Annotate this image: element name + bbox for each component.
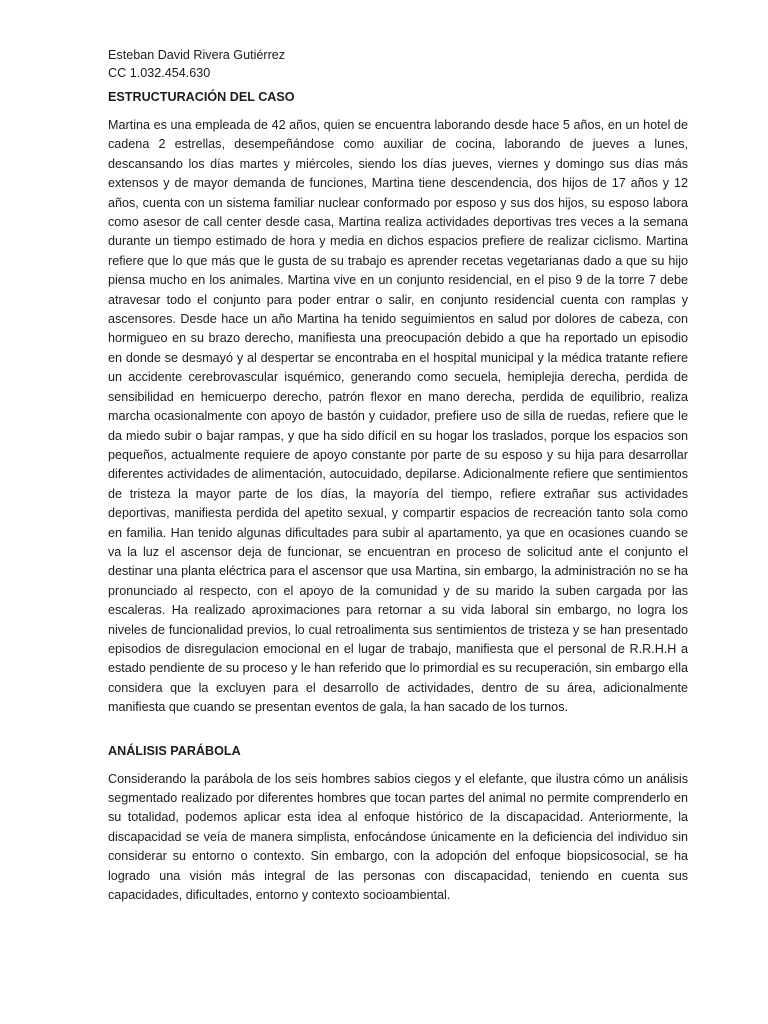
section-heading-case: ESTRUCTURACIÓN DEL CASO [108,90,295,104]
author-id: CC 1.032.454.630 [108,66,211,80]
section-body-case: Martina es una empleada de 42 años, quien se encuentra laborando desde hace 5 años, en un hotel de cadena 2 estrellas, desempeñándose como auxiliar de cocina, laborando de jueves a lunes, descansando los días martes y miércoles, siendo los días jueves, viernes y domingo sus días más extensos y de mayor demanda de funciones, Martina tiene descendencia, dos hijos de 17 años y 12 años, cuenta con un sistema familiar nuclear conformado por esposo y sus dos hijos, su esposo labora como asesor de call center desde casa, Martina realiza actividades deportivas tres veces a la semana durante un tiempo estimado de hora y media en dichos espacios prefiere de realizar ciclismo. Martina refiere que lo que más que le gusta de su trabajo es aprender recetas vegetarianas dado a que su hijo piensa mucho en los animales. Martina vive en un conjunto residencial, en el piso 9 de la torre 7 debe atravesar todo el conjunto para poder entrar o salir, en conjunto residencial cuenta con ramplas y ascensores. Desde hace un año Martina ha tenido seguimientos en salud por dolores de cabeza, con hormigueo en su brazo derecho, manifiesta una preocupación debido a que ha reportado un episodio en donde se desmayó y al despertar se encontraba en el hospital municipal y la médica tratante refiere un accidente cerebrovascular isquémico, generando como secuela, hemiplejia derecha, perdida de sensibilidad en hemicuerpo derecho, patrón flexor en mano derecha, perdida de equilibrio, realiza marcha ocasionalmente con apoyo de bastón y cuidador, prefiere uso de silla de ruedas, refiere que le da miedo subir o bajar rampas, y que ha sido difícil en su hogar los traslados, porque los espacios son pequeños, actualmente requiere de apoyo constante por parte de su esposo y su hija para desarrollar diferentes actividades de alimentación, autocuidado, depilarse. Adicionalmente refiere que sentimientos de tristeza la mayor parte de los días, la mayoría del tiempo, refiere extrañar sus actividades deportivas, manifiesta perdida del apetito sexual, y compartir espacios de recreación tanto sola como en familia. Han tenido algunas dificultades para subir al apartamento, ya que en ocasiones cuando se va la luz el ascensor deja de funcionar, se encuentran en proceso de solicitud ante el conjunto el destinar una planta eléctrica para el ascensor que usa Martina, sin embargo, la administración no se ha pronunciado al respecto, con el apoyo de la comunidad y de su marido la suben cargada por las escaleras. Ha realizado aproximaciones para retornar a su vida laboral sin embargo, no logra los niveles de funcionalidad previos, lo cual retroalimenta sus sentimientos de tristeza y se han presentado episodios de disregulacion emocional en el lugar de trabajo, manifiesta que el personal de R.R.H.H a estado pendiente de su proceso y le han referido que lo primordial es su recuperación, sin embargo ella considera que la excluyen para el desarrollo de actividades, dentro de su área, adicionalmente manifiesta que cuando se presentan eventos de gala, la han sacado de los turnos. [108,118,688,715]
document-page [108,46,688,905]
author-name: Esteban David Rivera Gutiérrez [108,48,286,62]
section-heading-parable: ANÁLISIS PARÁBOLA [108,743,241,758]
section-body-parable: Considerando la parábola de los seis hombres sabios ciegos y el elefante, que ilustra cómo un análisis segmentado realizado por diferentes hombres que tocan partes del animal no permite comprenderlo en su totalidad, podemos aplicar esta idea al enfoque histórico de la discapacidad. Anteriormente, la discapacidad se veía de manera simplista, enfocándose únicamente en la deficiencia del individuo sin considerar su entorno o contexto. Sin embargo, con la adopción del enfoque biopsicosocial, se ha logrado una visión más integral de las personas con discapacidad, teniendo en cuenta sus capacidades, dificultades, entorno y contexto socioambiental. [108,771,688,903]
